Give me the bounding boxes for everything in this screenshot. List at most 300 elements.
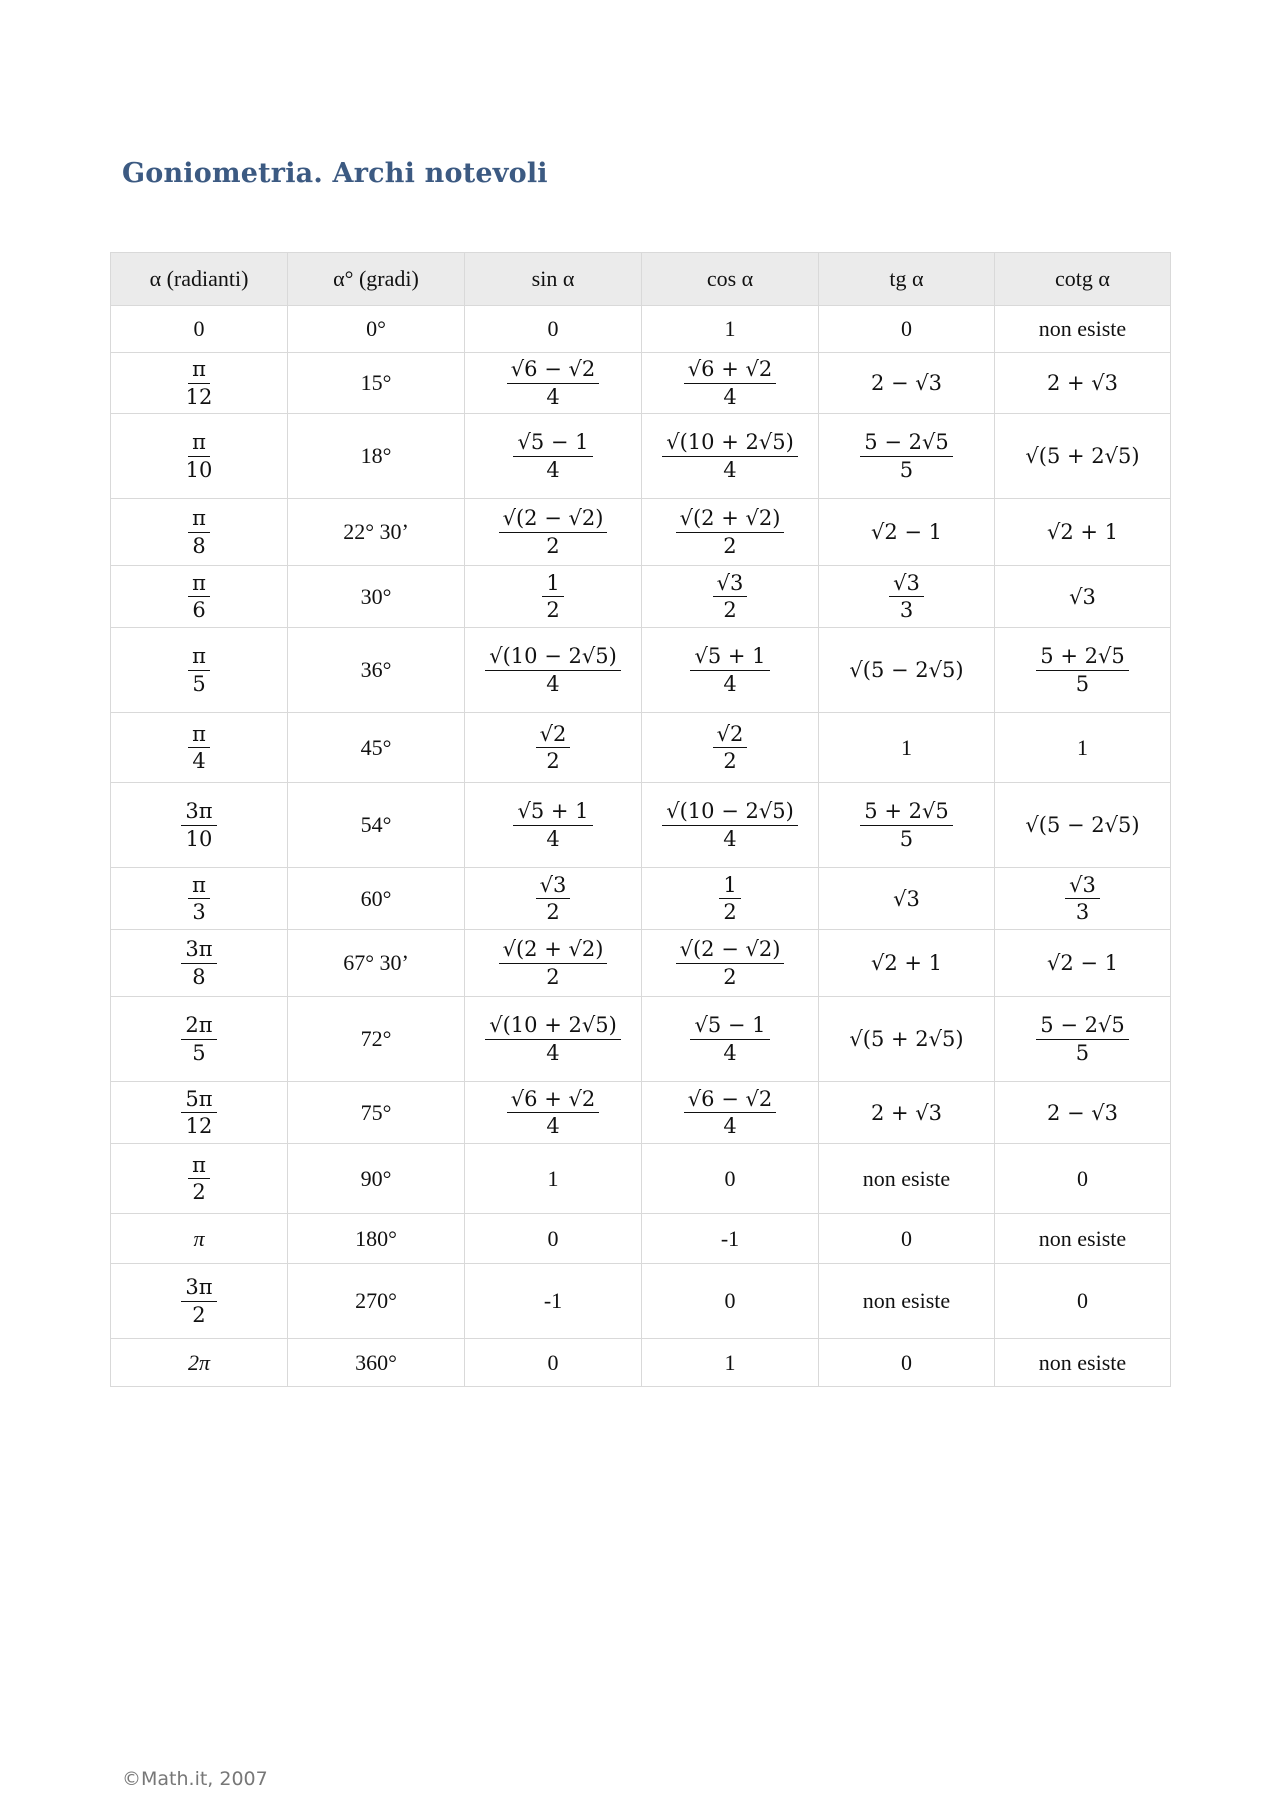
denominator: 2 (723, 749, 737, 773)
numerator: √(10 + 2√5) (485, 1014, 621, 1039)
numerator: √2 (536, 723, 571, 748)
table-row (111, 414, 1171, 499)
table-body (111, 306, 1171, 1387)
fraction (188, 572, 210, 621)
fraction (1036, 1014, 1128, 1063)
header-cos: cos α (642, 253, 819, 306)
numerator: 3π (181, 1276, 216, 1301)
fraction (1036, 645, 1128, 694)
fraction (181, 1014, 216, 1063)
cell-value: √3 (1069, 584, 1096, 609)
cell-tg (819, 713, 995, 783)
cell-value: √2 − 1 (1046, 951, 1119, 975)
table-row (111, 1339, 1171, 1387)
cell-deg (288, 414, 465, 499)
table-row (111, 1082, 1171, 1144)
denominator: 12 (185, 384, 213, 409)
cell-value: √(5 + 2√5) (1025, 444, 1140, 468)
fraction (719, 874, 740, 923)
cell-value: 270° (355, 1288, 397, 1313)
cell-cos (642, 628, 819, 713)
cell-rad (111, 628, 288, 713)
cell-tg (819, 1214, 995, 1264)
fraction (499, 938, 608, 987)
denominator: 2 (546, 964, 560, 989)
cell-cos (642, 1339, 819, 1387)
fraction (676, 507, 785, 556)
fraction (513, 431, 592, 480)
numerator: π (188, 507, 210, 532)
numerator: √3 (536, 874, 571, 899)
fraction (536, 874, 571, 923)
header-cotg: cotg α (995, 253, 1171, 306)
cell-deg (288, 353, 465, 414)
cell-cotg (995, 783, 1171, 868)
cell-rad (111, 414, 288, 499)
cell-rad (111, 997, 288, 1082)
cell-cotg (995, 499, 1171, 566)
numerator: π (188, 431, 210, 456)
cell-value: non esiste (1038, 316, 1127, 341)
denominator: 4 (723, 826, 737, 851)
denominator: 10 (185, 826, 213, 851)
denominator: 4 (723, 1114, 737, 1138)
cell-rad (111, 499, 288, 566)
denominator: 8 (192, 533, 206, 558)
cell-deg (288, 1339, 465, 1387)
cell-value: 90° (360, 1165, 392, 1191)
cell-tg (819, 1339, 995, 1387)
fraction (713, 723, 748, 772)
cell-cos (642, 930, 819, 997)
cell-value: 15° (360, 370, 392, 395)
cell-value: 22° 30’ (343, 519, 409, 544)
copyright-footer: ©Math.it, 2007 (122, 1768, 268, 1790)
denominator: 5 (899, 457, 914, 482)
cell-sin (465, 353, 642, 414)
cell-tg (819, 414, 995, 499)
cell-cotg (995, 1264, 1171, 1339)
cell-rad (111, 783, 288, 868)
denominator: 4 (546, 1114, 560, 1138)
cell-sin (465, 566, 642, 628)
fraction (1065, 874, 1100, 923)
denominator: 2 (546, 749, 560, 773)
denominator: 3 (192, 900, 206, 924)
numerator: 3π (181, 800, 216, 825)
fraction (684, 358, 776, 407)
denominator: 2 (192, 1302, 206, 1327)
cell-sin (465, 997, 642, 1082)
fraction (485, 645, 621, 694)
cell-sin (465, 306, 642, 353)
numerator: 5π (181, 1088, 216, 1113)
numerator: 5 − 2√5 (860, 431, 952, 456)
table-row (111, 1214, 1171, 1264)
cell-cos (642, 783, 819, 868)
cell-value: 1 (724, 316, 736, 341)
denominator: 6 (192, 598, 206, 622)
cell-rad (111, 1214, 288, 1264)
cell-value: 1 (901, 734, 912, 760)
cell-tg (819, 868, 995, 930)
cell-value: 60° (360, 885, 392, 911)
cell-cotg (995, 1144, 1171, 1214)
cell-sin (465, 868, 642, 930)
fraction (188, 723, 210, 772)
numerator: 2π (181, 1014, 216, 1039)
cell-value: √(5 − 2√5) (849, 658, 964, 682)
cell-value: 0 (1077, 1288, 1088, 1313)
cell-value: √(5 + 2√5) (849, 1027, 964, 1051)
table-row (111, 353, 1171, 414)
denominator: 10 (185, 457, 213, 482)
denominator: 2 (723, 533, 737, 558)
numerator: 1 (719, 874, 740, 899)
numerator: √5 − 1 (690, 1014, 769, 1039)
numerator: √3 (1065, 874, 1100, 899)
numerator: π (188, 358, 210, 383)
cell-cos (642, 414, 819, 499)
cell-cos (642, 713, 819, 783)
cell-value: 0 (193, 316, 205, 341)
numerator: √5 + 1 (690, 645, 769, 670)
cell-value: 45° (360, 734, 392, 760)
cell-tg (819, 499, 995, 566)
fraction (181, 1276, 216, 1325)
cell-tg (819, 783, 995, 868)
cell-cotg (995, 868, 1171, 930)
cell-value: 75° (360, 1099, 392, 1125)
cell-value: 0° (366, 316, 386, 341)
cell-value: 180° (355, 1225, 397, 1251)
numerator: √6 + √2 (684, 358, 776, 383)
cell-value: 360° (355, 1349, 397, 1375)
denominator: 4 (546, 826, 560, 851)
cell-sin (465, 783, 642, 868)
cell-cotg (995, 1214, 1171, 1264)
cell-cotg (995, 1082, 1171, 1144)
cell-deg (288, 868, 465, 930)
cell-value: non esiste (862, 1165, 951, 1191)
denominator: 5 (192, 671, 206, 696)
fraction (188, 507, 210, 556)
denominator: 2 (546, 533, 560, 558)
numerator: √(10 + 2√5) (662, 431, 798, 456)
numerator: π (188, 874, 210, 899)
cell-sin (465, 1082, 642, 1144)
numerator: √(2 + √2) (499, 938, 608, 963)
cell-sin (465, 1264, 642, 1339)
cell-tg (819, 1082, 995, 1144)
fraction (485, 1014, 621, 1063)
fraction (662, 800, 798, 849)
cell-value: non esiste (1038, 1349, 1127, 1375)
denominator: 4 (723, 1040, 737, 1065)
fraction (690, 645, 769, 694)
cell-value: 2 + √3 (870, 1100, 943, 1125)
cell-value: non esiste (862, 1288, 951, 1313)
cell-cos (642, 1144, 819, 1214)
cell-deg (288, 1082, 465, 1144)
numerator: π (188, 645, 210, 670)
cell-value: 0 (547, 1349, 559, 1375)
cell-cos (642, 1082, 819, 1144)
cell-tg (819, 930, 995, 997)
denominator: 5 (899, 826, 914, 851)
cell-value: π (193, 1225, 205, 1251)
header-radianti: α (radianti) (111, 253, 288, 306)
numerator: √6 − √2 (684, 1088, 776, 1113)
denominator: 5 (192, 1040, 206, 1065)
cell-value: 0 (724, 1165, 736, 1191)
cell-cos (642, 1264, 819, 1339)
cell-value: 1 (724, 1349, 736, 1375)
table-row (111, 628, 1171, 713)
fraction (181, 800, 216, 849)
cell-tg (819, 628, 995, 713)
cell-cotg (995, 930, 1171, 997)
fraction (507, 1088, 599, 1137)
denominator: 5 (1075, 1040, 1090, 1065)
fraction (860, 431, 952, 480)
table-row (111, 713, 1171, 783)
table-row (111, 783, 1171, 868)
numerator: √(10 − 2√5) (662, 800, 798, 825)
fraction (860, 800, 952, 849)
cell-rad (111, 1339, 288, 1387)
cell-cos (642, 566, 819, 628)
numerator: π (188, 1154, 210, 1179)
denominator: 4 (723, 457, 737, 482)
numerator: √5 + 1 (513, 800, 592, 825)
cell-sin (465, 713, 642, 783)
cell-deg (288, 1144, 465, 1214)
numerator: √2 (713, 723, 748, 748)
header-tg: tg α (819, 253, 995, 306)
denominator: 3 (1075, 900, 1090, 924)
cell-cos (642, 306, 819, 353)
header-gradi: α° (gradi) (288, 253, 465, 306)
table-row (111, 997, 1171, 1082)
cell-tg (819, 353, 995, 414)
archi-notevoli-table (110, 252, 1171, 1387)
fraction (676, 938, 785, 987)
cell-cos (642, 997, 819, 1082)
fraction (542, 572, 563, 621)
fraction (499, 507, 608, 556)
cell-deg (288, 306, 465, 353)
cell-deg (288, 930, 465, 997)
cell-sin (465, 499, 642, 566)
cell-cotg (995, 997, 1171, 1082)
numerator: 5 − 2√5 (1036, 1014, 1128, 1039)
cell-deg (288, 499, 465, 566)
fraction (188, 1154, 210, 1203)
numerator: 5 + 2√5 (1036, 645, 1128, 670)
fraction (188, 645, 210, 694)
fraction (182, 431, 217, 480)
cell-cotg (995, 306, 1171, 353)
cell-value: 18° (360, 443, 392, 468)
cell-value: 2 + √3 (1046, 371, 1119, 395)
cell-value: √2 + 1 (1046, 520, 1119, 544)
denominator: 4 (192, 749, 206, 773)
cell-sin (465, 1214, 642, 1264)
numerator: √(2 + √2) (676, 507, 785, 532)
cell-value: 2 − √3 (1046, 1100, 1119, 1125)
cell-sin (465, 1144, 642, 1214)
table-row (111, 306, 1171, 353)
cell-rad (111, 1144, 288, 1214)
cell-rad (111, 1264, 288, 1339)
denominator: 2 (546, 598, 560, 622)
cell-rad (111, 353, 288, 414)
cell-cos (642, 1214, 819, 1264)
fraction (690, 1014, 769, 1063)
denominator: 3 (899, 598, 914, 622)
cell-rad (111, 1082, 288, 1144)
fraction (662, 431, 798, 480)
fraction (536, 723, 571, 772)
header-sin: sin α (465, 253, 642, 306)
cell-value: 2π (187, 1349, 211, 1375)
cell-value: √2 − 1 (870, 520, 943, 544)
page-title: Goniometria. Archi notevoli (122, 158, 548, 189)
cell-sin (465, 414, 642, 499)
cell-value: 0 (547, 316, 559, 341)
numerator: π (188, 572, 210, 597)
cell-value: 72° (360, 1026, 392, 1051)
fraction (188, 874, 210, 923)
denominator: 4 (723, 384, 737, 409)
fraction (181, 938, 216, 987)
cell-cotg (995, 628, 1171, 713)
cell-value: √2 + 1 (870, 951, 943, 975)
cell-tg (819, 306, 995, 353)
cell-value: 1 (547, 1165, 559, 1191)
cell-cotg (995, 566, 1171, 628)
cell-value: 0 (901, 316, 912, 341)
cell-tg (819, 1264, 995, 1339)
cell-cos (642, 353, 819, 414)
cell-value: √3 (893, 886, 920, 911)
cell-rad (111, 713, 288, 783)
denominator: 4 (546, 671, 560, 696)
numerator: 1 (542, 572, 563, 597)
cell-rad (111, 868, 288, 930)
cell-sin (465, 1339, 642, 1387)
denominator: 4 (546, 1040, 560, 1065)
numerator: √(2 − √2) (499, 507, 608, 532)
cell-value: 67° 30’ (343, 950, 409, 975)
table-row (111, 1144, 1171, 1214)
cell-value: 30° (360, 583, 392, 609)
cell-deg (288, 713, 465, 783)
fraction (513, 800, 592, 849)
numerator: √(10 − 2√5) (485, 645, 621, 670)
cell-cos (642, 499, 819, 566)
cell-deg (288, 783, 465, 868)
denominator: 4 (723, 671, 737, 696)
cell-value: 54° (360, 812, 392, 837)
table-row (111, 566, 1171, 628)
cell-value: 0 (1077, 1165, 1088, 1191)
fraction (181, 1088, 216, 1137)
denominator: 2 (192, 1180, 206, 1204)
cell-tg (819, 1144, 995, 1214)
cell-value: 2 − √3 (870, 371, 943, 395)
denominator: 4 (546, 384, 560, 409)
denominator: 2 (723, 598, 737, 622)
cell-rad (111, 306, 288, 353)
numerator: π (188, 723, 210, 748)
cell-deg (288, 566, 465, 628)
cell-cotg (995, 713, 1171, 783)
cell-tg (819, 997, 995, 1082)
cell-deg (288, 1214, 465, 1264)
denominator: 5 (1075, 671, 1090, 696)
cell-value: 0 (901, 1225, 912, 1251)
cell-value: 0 (724, 1288, 736, 1313)
cell-value: 36° (360, 657, 392, 682)
table-row (111, 1264, 1171, 1339)
numerator: √3 (889, 572, 924, 597)
table-header (111, 253, 1171, 306)
cell-rad (111, 566, 288, 628)
cell-cotg (995, 414, 1171, 499)
cell-deg (288, 1264, 465, 1339)
cell-cos (642, 868, 819, 930)
numerator: 3π (181, 938, 216, 963)
numerator: 5 + 2√5 (860, 800, 952, 825)
fraction (507, 358, 599, 407)
cell-cotg (995, 353, 1171, 414)
cell-value: -1 (543, 1288, 563, 1313)
denominator: 2 (723, 900, 737, 924)
numerator: √3 (713, 572, 748, 597)
cell-value: √(5 − 2√5) (1025, 813, 1140, 837)
denominator: 8 (192, 964, 206, 989)
cell-sin (465, 628, 642, 713)
numerator: √5 − 1 (513, 431, 592, 456)
cell-value: -1 (720, 1225, 740, 1251)
cell-deg (288, 628, 465, 713)
fraction (684, 1088, 776, 1137)
cell-sin (465, 930, 642, 997)
denominator: 2 (723, 964, 737, 989)
table-row (111, 930, 1171, 997)
fraction (889, 572, 924, 621)
cell-rad (111, 930, 288, 997)
cell-value: 0 (547, 1225, 559, 1251)
cell-value: 1 (1077, 734, 1088, 760)
table-row (111, 499, 1171, 566)
denominator: 4 (546, 457, 560, 482)
fraction (713, 572, 748, 621)
numerator: √6 + √2 (507, 1088, 599, 1113)
fraction (182, 358, 217, 407)
cell-value: 0 (901, 1349, 912, 1375)
cell-value: non esiste (1038, 1225, 1127, 1251)
numerator: √6 − √2 (507, 358, 599, 383)
cell-tg (819, 566, 995, 628)
denominator: 2 (546, 900, 560, 924)
numerator: √(2 − √2) (676, 938, 785, 963)
table-row (111, 868, 1171, 930)
cell-cotg (995, 1339, 1171, 1387)
denominator: 12 (185, 1114, 213, 1138)
